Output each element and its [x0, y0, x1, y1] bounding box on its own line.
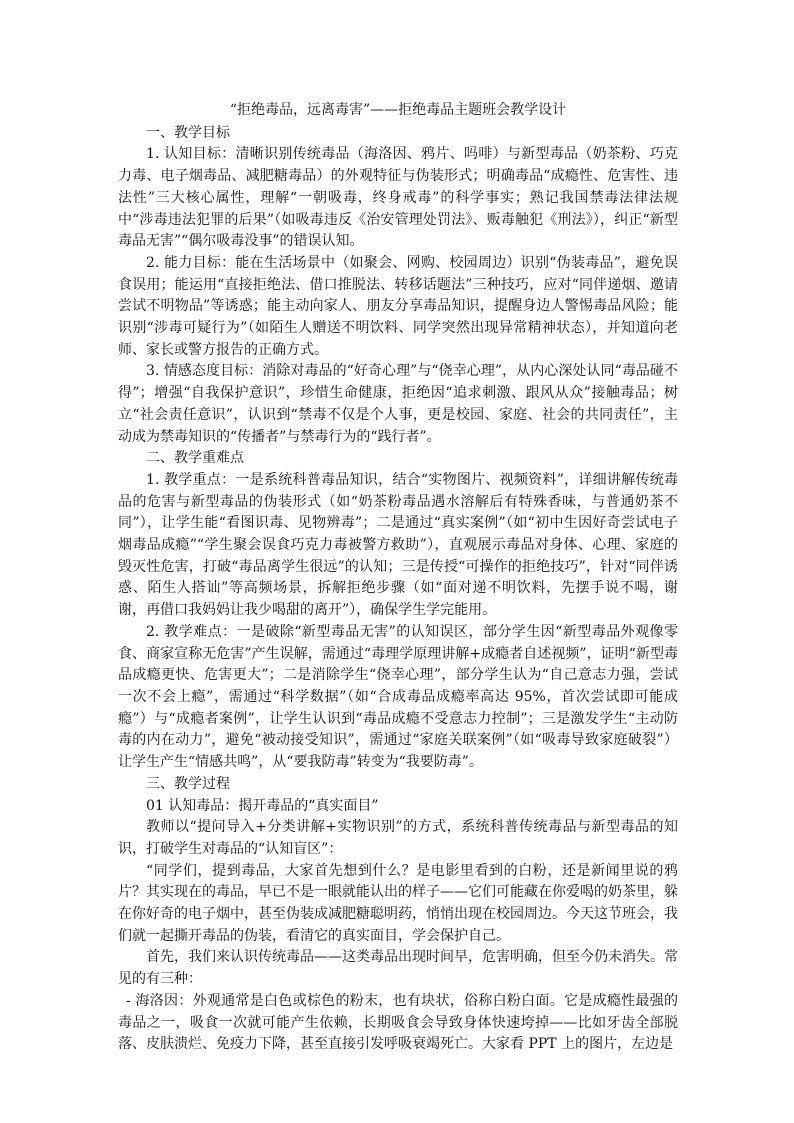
- section-heading: 一、教学目标: [146, 124, 230, 141]
- list-item: - 海洛因：外观通常是白色或棕色的粉末，也有块状，俗称白粉白面。它是成瘾性最强的毒品之一，吸食一次就可能产生依赖，长期吸食会导致身体快速垮掉——比如牙齿全部脱落、皮肤溃烂、免疫力下降，甚至直接引发呼吸衰竭死亡。大家看 PPT 上的图片，左边是: [118, 992, 678, 1053]
- document-title: “拒绝毒品，远离毒害”——拒绝毒品主题班会教学设计: [229, 102, 567, 118]
- document-page: [118, 100, 678, 1056]
- paragraph: 3. 情感态度目标：消除对毒品的“好奇心理”与“侥幸心理”，从内心深处认同“毒品碰不得”；增强“自我保护意识”，珍惜生命健康，拒绝因“追求刺激、跟风从众”接触毒品；树立“社会责任意识”，认识到“禁毒不仅是个人事，更是校园、家庭、社会的共同责任”，主动成为禁毒知识的“传播者”与禁毒行为的“践行者”。: [118, 363, 678, 445]
- paragraph: 2. 能力目标：能在生活场景中（如聚会、网购、校园周边）识别“伪装毒品”，避免误食误用；能运用“直接拒绝法、借口推脱法、转移话题法”三种技巧，应对“同伴递烟、邀请尝试不明物品”等诱惑；能主动向家人、朋友分享毒品知识，提醒身边人警惕毒品风险；能识别“涉毒可疑行为”（如陌生人赠送不明饮料、同学突然出现异常精神状态），并知道向老师、家长或警方报告的正确方式。: [118, 254, 678, 358]
- paragraph: 教师以“提问导入+分类讲解+实物识别”的方式，系统科普传统毒品与新型毒品的知识，打破学生对毒品的“认知盲区”：: [118, 819, 678, 857]
- section-heading: 二、教学重难点: [146, 450, 244, 467]
- paragraph: 1. 认知目标：清晰识别传统毒品（海洛因、鸦片、吗啡）与新型毒品（奶茶粉、巧克力毒、电子烟毒品、减肥糖毒品）的外观特征与伪装形式；明确毒品“成瘾性、危害性、违法性”三大核心属性，理解“一朝吸毒，终身戒毒”的科学事实；熟记我国禁毒法律法规中“涉毒违法犯罪的后果”（如吸毒违反《治安管理处罚法》、贩毒触犯《刑法》），纠正“新型毒品无害”“偶尔吸毒没事”的错误认知。: [118, 146, 678, 250]
- quote-paragraph: “同学们，提到毒品，大家首先想到什么？是电影里看到的白粉，还是新闻里说的鸦片？其实现在的毒品，早已不是一眼就能认出的样子——它们可能藏在你爱喝的奶茶里，躲在你好奇的电子烟中，甚至伪装成减肥糖聪明药，悄悄出现在校园周边。今天这节班会，我们就一起撕开毒品的伪装，看清它的真实面目，学会保护自己。: [118, 862, 678, 944]
- paragraph: 1. 教学重点：一是系统科普毒品知识，结合“实物图片、视频资料”，详细讲解传统毒品的危害与新型毒品的伪装形式（如“奶茶粉毒品遇水溶解后有特殊香味，与普通奶茶不同”），让学生能“看图识毒、见物辨毒”；二是通过“真实案例”（如“初中生因好奇尝试电子烟毒品成瘾”“学生聚会误食巧克力毒被警方救助”），直观展示毒品对身体、心理、家庭的毁灭性危害，打破“毒品离学生很远”的认知；三是传授“可操作的拒绝技巧”，针对“同伴诱惑、陌生人搭讪”等高频场景，拆解拒绝步骤（如“面对递不明饮料，先摆手说不喝，谢谢，再借口我妈妈让我少喝甜的离开”），确保学生学完能用。: [118, 471, 678, 619]
- section-heading: 三、教学过程: [146, 775, 230, 792]
- paragraph: 首先，我们来认识传统毒品——这类毒品出现时间早，危害明确，但至今仍未消失。常见的有三种：: [118, 949, 678, 988]
- subsection-heading: 01 认知毒品：揭开毒品的“真实面目”: [146, 797, 379, 814]
- paragraph: 2. 教学难点：一是破除“新型毒品无害”的认知误区，部分学生因“新型毒品外观像零食、商家宣称无危害”产生误解，需通过“毒理学原理讲解+成瘾者自述视频”，证明“新型毒品成瘾更快、危害更大”；二是消除学生“侥幸心理”，部分学生认为“自己意志力强，尝试一次不会上瘾”，需通过“科学数据”（如“合成毒品成瘾率高达 95%，首次尝试即可能成瘾”）与“成瘾者案例”，让学生认识到“毒品成瘾不受意志力控制”；三是激发学生“主动防毒的内在动力”，避免“被动接受知识”，需通过“家庭关联案例”（如“吸毒导致家庭破裂”）让学生产生“情感共鸣”，从“要我防毒”转变为“我要防毒”。: [118, 623, 678, 771]
